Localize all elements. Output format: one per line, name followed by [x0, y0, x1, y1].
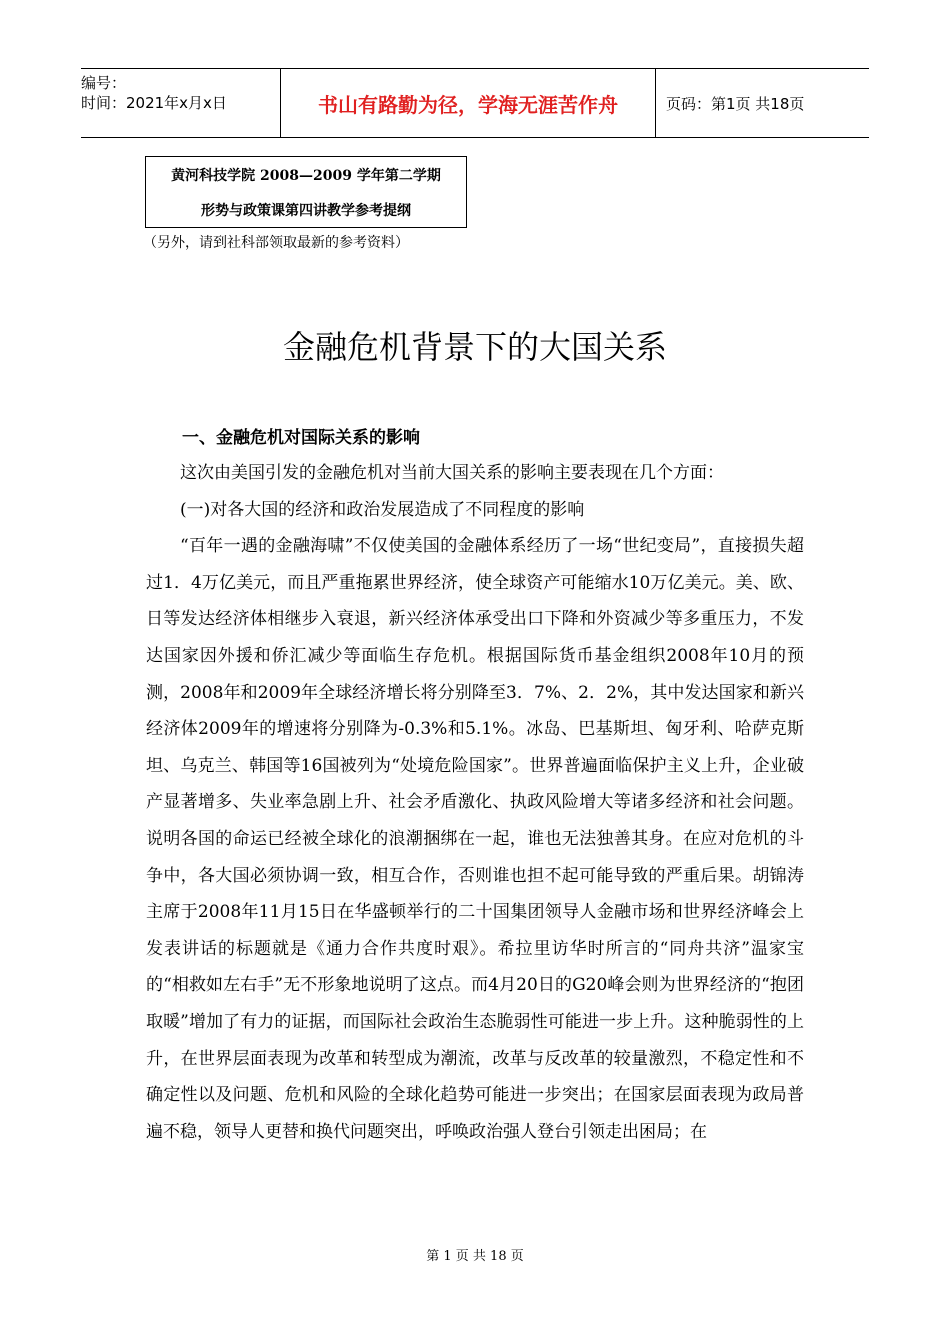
header-motto-cell: [281, 69, 656, 137]
header-table: [81, 68, 869, 138]
header-left-cell: [81, 69, 281, 137]
reference-note: （另外，请到社科部领取最新的参考资料）: [143, 235, 409, 251]
code-label: 编号：: [81, 74, 127, 92]
document-title: 金融危机背景下的大国关系: [282, 328, 667, 366]
course-box: [145, 156, 467, 228]
time-label: 时间：2021年x月x日: [81, 94, 227, 112]
body-text: [146, 455, 804, 1150]
header-page-cell: [656, 69, 869, 137]
section-heading: 一、金融危机对国际关系的影响: [182, 428, 420, 448]
paragraph: 这次由美国引发的金融危机对当前大国关系的影响主要表现在几个方面：: [180, 463, 724, 483]
page-info: 页码：第1页 共18页: [666, 94, 805, 113]
course-line-2: 形势与政策课第四讲教学参考提纲: [201, 202, 411, 219]
motto: 书山有路勤为径，学海无涯苦作舟: [318, 92, 618, 117]
course-line-1: 黄河科技学院 2008—2009 学年第二学期: [171, 167, 441, 184]
paragraph: “百年一遇的金融海啸”不仅使美国的金融体系经历了一场“世纪变局”，直接损失超过1．4万亿美元，而且严重拖累世界经济，使全球资产可能缩水10万亿美元。美、欧、日等发达经济体相继步入衰退，新兴经济体承受出口下降和外资减少等多重压力，不发达国家因外援和侨汇减少等面临生存危机。根据国际货币基金组织2008年10月的预测，2008年和2009年全球经济增长将分别降至3．7%、2．2%，其中发达国家和新兴经济体2009年的增速将分别降为-0.3%和5.1%。冰岛、巴基斯坦、匈牙利、哈萨克斯坦、乌克兰、韩国等16国被列为“处境危险国家”。世界普遍面临保护主义上升，企业破产显著增多、失业率急剧上升、社会矛盾激化、执政风险增大等诸多经济和社会问题。说明各国的命运已经被全球化的浪潮捆绑在一起，谁也无法独善其身。在应对危机的斗争中，各大国必须协调一致，相互合作，否则谁也担不起可能导致的严重后果。胡锦涛主席于2008年11月15日在华盛顿举行的二十国集团领导人金融市场和世界经济峰会上发表讲话的标题就是《通力合作共度时艰》。希拉里访华时所言的“同舟共济”温家宝的“相救如左右手”无不形象地说明了这点。而4月20日的G20峰会则为世界经济的“抱团取暖”增加了有力的证据，而国际社会政治生态脆弱性可能进一步上升。这种脆弱性的上升，在世界层面表现为改革和转型成为潮流，改革与反改革的较量激烈，不稳定性和不确定性以及问题、危机和风险的全球化趋势可能进一步突出；在国家层面表现为政局普遍不稳，领导人更替和换代问题突出，呼唤政治强人登台引领走出困局；在: [146, 536, 804, 1142]
page-footer: 第 1 页 共 18 页: [426, 1249, 524, 1264]
paragraph: (一)对各大国的经济和政治发展造成了不同程度的影响: [180, 499, 585, 520]
